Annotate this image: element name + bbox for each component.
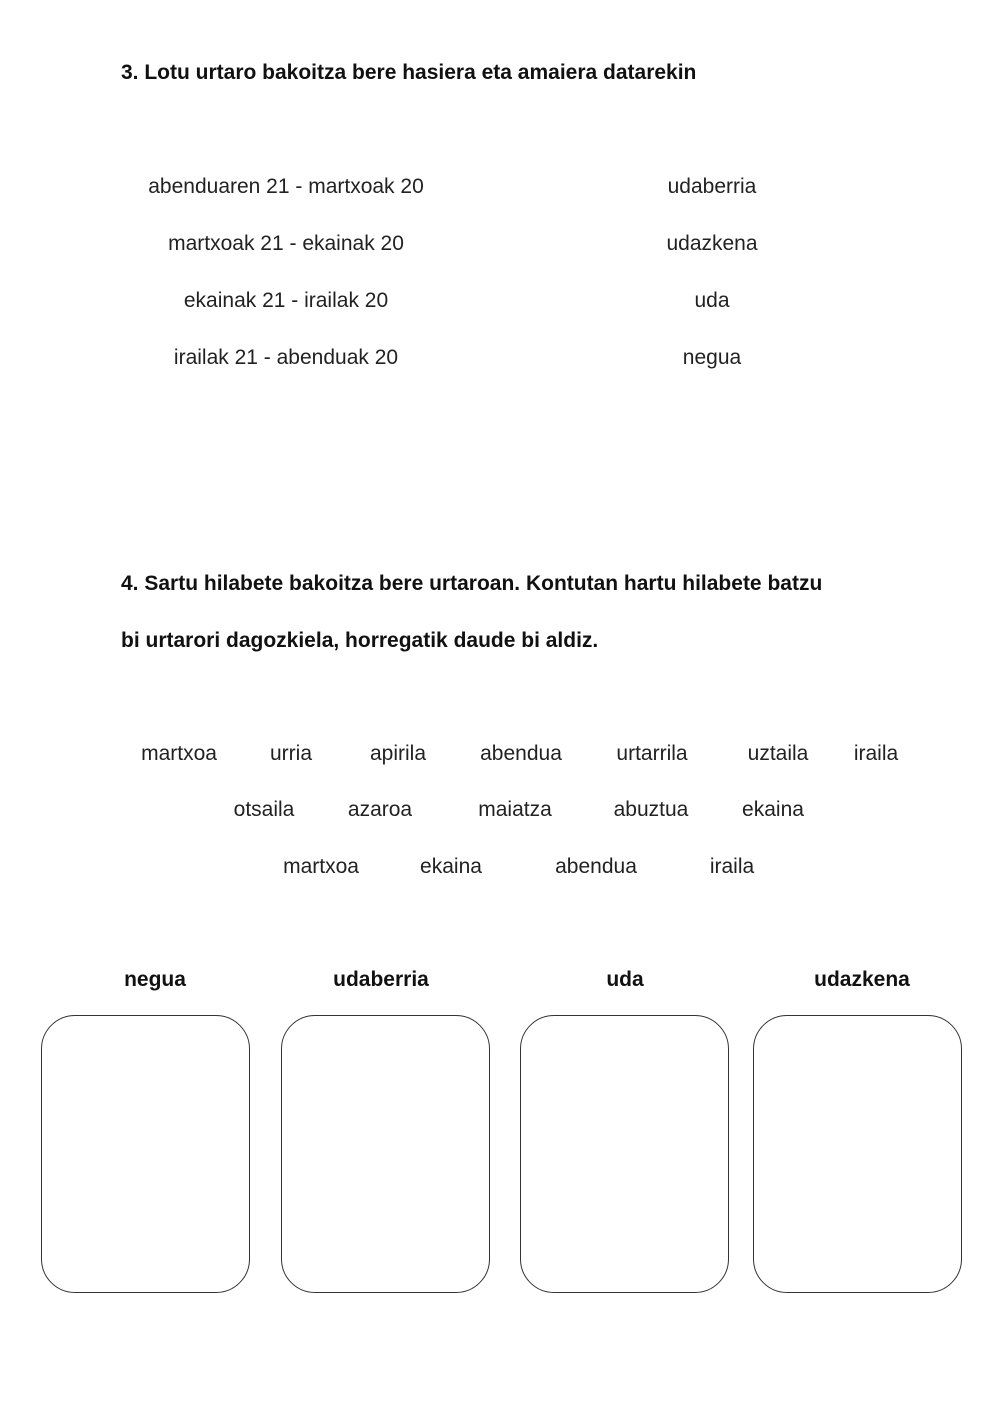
- month-chip[interactable]: martxoa: [141, 742, 217, 765]
- month-chip[interactable]: uztaila: [747, 742, 809, 765]
- drop-zone-udazkena[interactable]: [753, 1015, 962, 1293]
- month-chip[interactable]: urtarrila: [616, 742, 688, 765]
- season-label-udazkena: udazkena: [814, 968, 910, 991]
- season-match-item[interactable]: udaberria: [667, 175, 757, 198]
- drop-zone-uda[interactable]: [520, 1015, 729, 1293]
- season-label-negua: negua: [124, 968, 186, 991]
- season-match-item[interactable]: udazkena: [666, 232, 758, 255]
- exercise-4-title-line2: bi urtarori dagozkiela, horregatik daude bi aldiz.: [121, 629, 599, 652]
- month-chip[interactable]: abuztua: [613, 798, 689, 821]
- month-chip[interactable]: ekaina: [742, 798, 804, 821]
- drop-zone-negua[interactable]: [41, 1015, 250, 1293]
- date-range-item[interactable]: irailak 21 - abenduak 20: [173, 346, 399, 369]
- month-chip[interactable]: abendua: [480, 742, 562, 765]
- month-chip[interactable]: apirila: [369, 742, 427, 765]
- month-chip[interactable]: iraila: [709, 855, 755, 878]
- season-match-item[interactable]: uda: [694, 289, 730, 312]
- drop-zone-udaberria[interactable]: [281, 1015, 490, 1293]
- season-label-uda: uda: [606, 968, 644, 991]
- month-chip[interactable]: iraila: [853, 742, 899, 765]
- exercise-3-title: 3. Lotu urtaro bakoitza bere hasiera eta amaiera datarekin: [121, 61, 697, 84]
- month-chip[interactable]: urria: [269, 742, 313, 765]
- month-chip[interactable]: abendua: [555, 855, 637, 878]
- month-chip[interactable]: otsaila: [233, 798, 295, 821]
- date-range-item[interactable]: martxoak 21 - ekainak 20: [168, 232, 404, 255]
- season-match-item[interactable]: negua: [682, 346, 742, 369]
- month-chip[interactable]: martxoa: [283, 855, 359, 878]
- season-label-udaberria: udaberria: [333, 968, 429, 991]
- month-chip[interactable]: maiatza: [478, 798, 552, 821]
- date-range-item[interactable]: ekainak 21 - irailak 20: [183, 289, 389, 312]
- month-chip[interactable]: ekaina: [420, 855, 482, 878]
- exercise-4-title-line1: 4. Sartu hilabete bakoitza bere urtaroan. Kontutan hartu hilabete batzu: [121, 572, 823, 595]
- month-chip[interactable]: azaroa: [347, 798, 413, 821]
- date-range-item[interactable]: abenduaren 21 - martxoak 20: [148, 175, 424, 198]
